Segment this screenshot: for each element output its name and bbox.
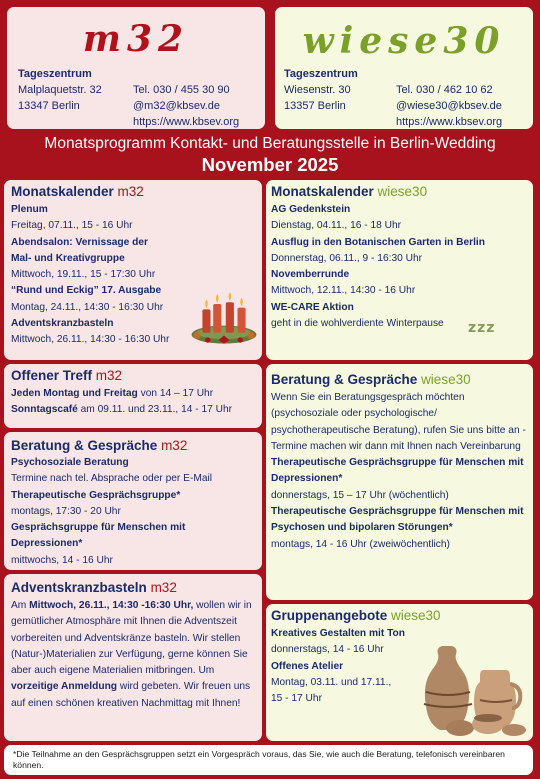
calendar-wiese30-heading [271,183,527,200]
groups-wiese30-heading [271,607,527,624]
calendar-wiese30-item: geht in die wohlverdiente Winterpause [271,318,444,330]
counseling-wiese30-group-2-title: Therapeutische Gesprächsgruppe für Menschen mit Psychosen und bipolaren Störungen* [271,506,524,534]
m32-phone: Tel. 030 / 455 30 90 [133,84,230,96]
banner-subtitle: Monatsprogramm Kontakt- und Beratungsstelle in Berlin-Wedding [44,135,496,152]
wiese30-email[interactable]: @wiese30@kbsev.de [396,100,502,112]
banner-month: November 2025 [201,154,339,175]
groups-wiese30-title: Gruppenangebote [271,608,388,623]
open-meeting-heading [11,367,256,384]
open-meeting-line-2 [11,402,256,418]
counseling-m32-item: montags, 17:30 - 20 Uhr [11,505,121,517]
wiese30-contact [396,82,502,129]
open-meeting-tag: m32 [95,368,123,383]
m32-contact [133,82,239,129]
calendar-wiese30-list [271,202,527,332]
m32-label: Tageszentrum [18,68,92,80]
advent-wreath-card [4,574,262,741]
m32-street: Malplaquetstr. 32 [18,84,102,96]
calendar-wiese30-item: WE-CARE Aktion [271,301,354,313]
calendar-m32-item: Plenum [11,204,48,215]
groups-wiese30-tag: wiese30 [391,608,441,623]
groups-wiese30-item: Kreatives Gestalten mit Ton [271,628,405,639]
advent-text-date: Mittwoch, 26.11., 14:30 -16:30 Uhr, [29,600,194,611]
advent-wreath-icon [188,286,260,349]
counseling-m32-item: Termine nach tel. Absprache oder per E-Mail [11,473,213,485]
calendar-wiese30-title: Monatskalender [271,184,374,199]
wiese30-address [284,66,358,114]
advent-text-body: wollen wir in gemütlicher Atmosphäre mit Ihnen die Adventszeit vorbereiten und Adventskränze basteln. Wir stellen (Natur-)Materialien zur Verfügung, gerne können Sie aber auch eigene Materialien mitbringen. Um [11,600,252,677]
sunday-cafe-label: Sonntagscafé [11,404,78,416]
open-meeting-line-1 [11,386,256,402]
calendar-m32-item: Montag, 24.11., 14:30 - 16:30 Uhr [11,301,164,313]
groups-wiese30-item: 15 - 17 Uhr [271,693,322,705]
counseling-wiese30-intro: Wenn Sie ein Beratungsgespräch möchten (psychosoziale oder psychologische/ psychotherapeutische Beratung), rufen Sie uns bitte an - Termine machen wir dann mit Ihnen nach Vereinbarung [271,392,526,452]
counseling-m32-card [4,432,262,570]
wiese30-phone: Tel. 030 / 462 10 62 [396,84,493,96]
groups-wiese30-item: Offenes Atelier [271,660,344,672]
advent-text-registration: vorzeitige Anmeldung [11,681,118,693]
advent-text-end: wird gebeten. Wir freuen uns auf einen schönen kreativen Nachmittag mit Ihnen! [11,681,251,709]
groups-wiese30-item: donnerstags, 14 - 16 Uhr [271,644,384,656]
sleep-zzz-icon [468,317,495,336]
pottery-vases-icon [410,630,530,740]
calendar-m32-item: Adventskranzbasteln [11,318,114,330]
calendar-m32-item: Mal- und Kreativgruppe [11,252,125,264]
advent-wreath-heading [11,579,256,596]
calendar-wiese30-item: Donnerstag, 06.11., 9 - 16:30 Uhr [271,252,423,264]
footnote-text: *Die Teilnahme an den Gesprächsgruppen setzt ein Vorgespräch voraus, das Sie, wie auch die Beratung, telefonisch vereinbaren können. [13,749,505,770]
counseling-wiese30-tag: wiese30 [421,372,471,387]
calendar-m32-tag: m32 [117,184,144,199]
counseling-m32-tag: m32 [161,438,188,453]
advent-wreath-tag: m32 [150,580,177,595]
open-meeting-hours: von 14 – 17 Uhr [137,388,214,399]
counseling-wiese30-card [266,364,533,600]
calendar-wiese30-item: Novemberrunde [271,269,350,281]
calendar-m32-item: Freitag, 07.11., 15 - 16 Uhr [11,220,133,232]
m32-logo-title: m32 [82,18,190,60]
counseling-m32-item: Therapeutische Gesprächsgruppe* [11,489,181,501]
advent-text-pre: Am [11,600,30,611]
open-meeting-days: Jeden Montag und Freitag [11,388,138,399]
calendar-m32-item: Mittwoch, 26.11., 14:30 - 16:30 Uhr [11,334,170,346]
counseling-wiese30-group-2-time: montags, 14 - 16 Uhr (zweiwöchentlich) [271,538,450,550]
counseling-m32-item: mittwochs, 14 - 16 Uhr [11,554,113,566]
open-meeting-card [4,364,262,428]
counseling-wiese30-group-1-time: donnerstags, 15 – 17 Uhr (wöchentlich) [271,489,449,501]
calendar-wiese30-item: Dienstag, 04.11., 16 - 18 Uhr [271,220,402,232]
footnote-card [4,745,533,775]
counseling-m32-item: Psychosoziale Beratung [11,457,129,468]
wiese30-logo-title: wiese30 [302,20,506,62]
wiese30-web-link[interactable]: https://www.kbsev.org [396,116,503,128]
m32-web-link[interactable]: https://www.kbsev.org [133,116,240,128]
wiese30-street: Wiesenstr. 30 [284,84,351,96]
calendar-m32-item: Mittwoch, 19.11., 15 - 17:30 Uhr [11,269,156,281]
sunday-cafe-dates: am 09.11. und 23.11., 14 - 17 Uhr [77,404,233,416]
counseling-m32-item: Gesprächsgruppe für Menschen mit [11,522,186,534]
advent-wreath-title: Adventskranzbasteln [11,580,147,595]
wiese30-label: Tageszentrum [284,68,358,80]
counseling-m32-item: Depressionen* [11,538,83,550]
calendar-wiese30-card [266,180,533,360]
open-meeting-title: Offener Treff [11,368,93,383]
counseling-m32-list [11,455,256,569]
counseling-m32-title: Beratung & Gespräche [11,438,158,453]
sleep-zzz-text: zzz [468,320,496,336]
groups-wiese30-item: Montag, 03.11. und 17.11., [271,676,392,688]
program-banner [0,132,540,178]
wiese30-city: 13357 Berlin [284,100,346,112]
calendar-m32-card [4,180,262,360]
calendar-m32-item: Abendsalon: Vernissage der [11,236,149,248]
m32-header-card [7,7,265,129]
calendar-wiese30-item: Mittwoch, 12.11., 14:30 - 16 Uhr [271,285,416,297]
counseling-m32-heading [11,437,256,454]
counseling-wiese30-group-1-title: Therapeutische Gesprächsgruppe für Menschen mit Depressionen* [271,457,524,485]
m32-address [18,66,102,114]
m32-email[interactable]: @m32@kbsev.de [133,100,220,112]
counseling-wiese30-title: Beratung & Gespräche [271,372,418,387]
calendar-wiese30-item: AG Gedenkstein [271,204,351,215]
groups-wiese30-card [266,604,533,741]
m32-city: 13347 Berlin [18,100,80,112]
wiese30-header-card [275,7,533,129]
advent-wreath-text [11,598,256,712]
calendar-wiese30-item: Ausflug in den Botanischen Garten in Berlin [271,236,485,248]
calendar-m32-heading [11,183,256,200]
calendar-m32-title: Monatskalender [11,184,114,199]
counseling-wiese30-heading [271,371,527,388]
calendar-m32-item: “Rund und Eckig” 17. Ausgabe [11,285,162,297]
calendar-wiese30-tag: wiese30 [377,184,428,199]
